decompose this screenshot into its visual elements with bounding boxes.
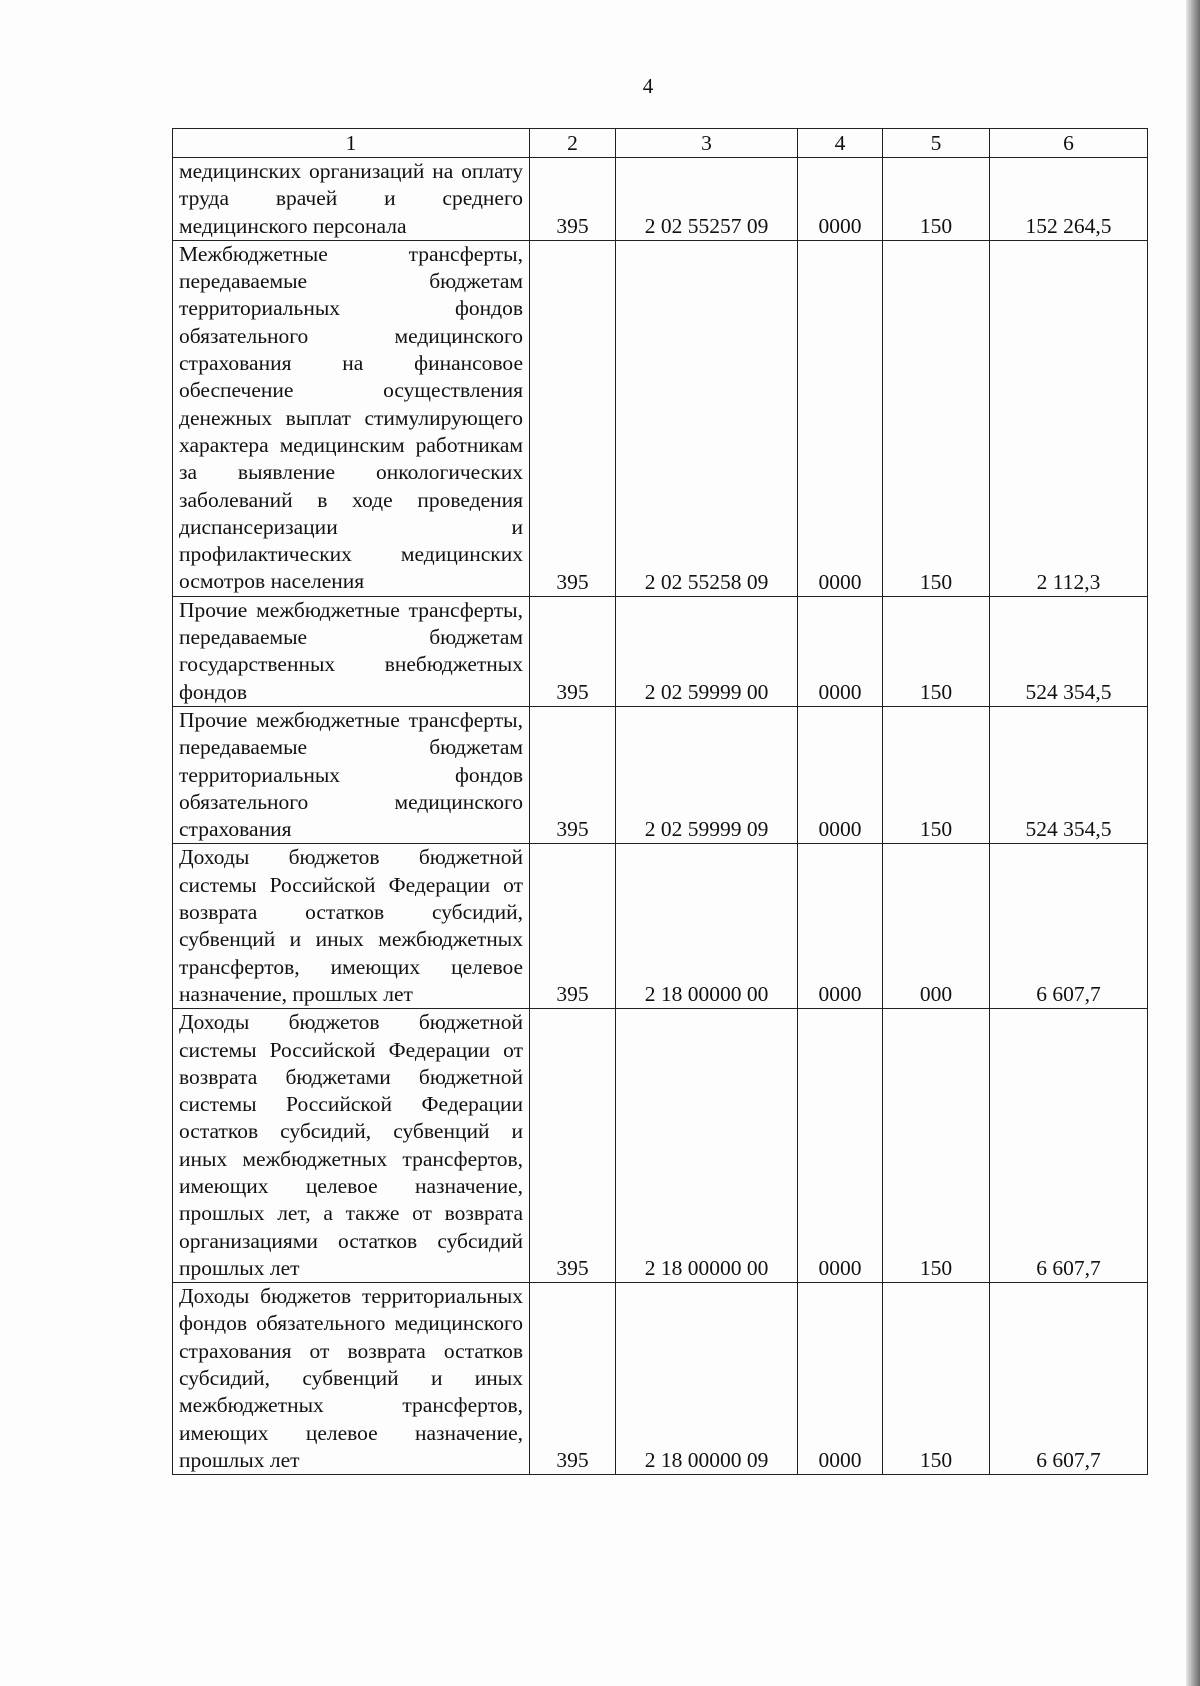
row-description: Доходы бюджетов бюджетной системы Российской Федерации от возврата остатков субсидий, субвенций и иных межбюджетных трансфертов, имеющих целевое назначение, прошлых лет [173, 844, 530, 1009]
row-subtype-code: 150 [883, 240, 990, 596]
row-subtype-code: 150 [883, 158, 990, 241]
table-row [173, 596, 1148, 706]
row-admin-code: 395 [530, 1283, 616, 1475]
row-amount: 524 354,5 [990, 596, 1148, 706]
row-program-code: 0000 [798, 240, 883, 596]
column-header-1: 1 [173, 129, 530, 158]
table-row [173, 1009, 1148, 1283]
row-program-code: 0000 [798, 596, 883, 706]
row-amount: 6 607,7 [990, 1283, 1148, 1475]
row-program-code: 0000 [798, 1283, 883, 1475]
column-header-6: 6 [990, 129, 1148, 158]
scan-edge-shadow [1186, 0, 1200, 1686]
column-header-3: 3 [616, 129, 798, 158]
row-amount: 2 112,3 [990, 240, 1148, 596]
table-row [173, 844, 1148, 1009]
page-number: 4 [642, 74, 654, 98]
row-amount: 524 354,5 [990, 706, 1148, 843]
row-subtype-code: 150 [883, 1009, 990, 1283]
table-row [173, 706, 1148, 843]
row-admin-code: 395 [530, 1009, 616, 1283]
row-admin-code: 395 [530, 596, 616, 706]
row-classification-code: 2 18 00000 00 [616, 1009, 798, 1283]
row-description: Доходы бюджетов территориальных фондов обязательного медицинского страхования от возврата остатков субсидий, субвенций и иных межбюджетных трансфертов, имеющих целевое назначение, прошлых лет [173, 1283, 530, 1475]
row-description: Межбюджетные трансферты, передаваемые бюджетам территориальных фондов обязательного медицинского страхования на финансовое обеспечение осуществления денежных выплат стимулирующего характера медицинским работникам за выявление онкологических заболеваний в ходе проведения диспансеризации и профилактических медицинских осмотров населения [173, 240, 530, 596]
row-description: Прочие межбюджетные трансферты, передаваемые бюджетам территориальных фондов обязательного медицинского страхования [173, 706, 530, 843]
column-header-5: 5 [883, 129, 990, 158]
column-header-2: 2 [530, 129, 616, 158]
row-description: Прочие межбюджетные трансферты, передаваемые бюджетам государственных внебюджетных фондов [173, 596, 530, 706]
row-subtype-code: 000 [883, 844, 990, 1009]
row-classification-code: 2 02 55257 09 [616, 158, 798, 241]
row-amount: 6 607,7 [990, 844, 1148, 1009]
row-subtype-code: 150 [883, 706, 990, 843]
table-row [173, 158, 1148, 241]
row-program-code: 0000 [798, 158, 883, 241]
row-subtype-code: 150 [883, 1283, 990, 1475]
row-admin-code: 395 [530, 706, 616, 843]
row-classification-code: 2 02 59999 00 [616, 596, 798, 706]
row-description: Доходы бюджетов бюджетной системы Российской Федерации от возврата бюджетами бюджетной системы Российской Федерации остатков субсидий, субвенций и иных межбюджетных трансфертов, имеющих целевое назначение, прошлых лет, а также от возврата организациями остатков субсидий прошлых лет [173, 1009, 530, 1283]
row-classification-code: 2 18 00000 00 [616, 844, 798, 1009]
row-classification-code: 2 02 55258 09 [616, 240, 798, 596]
column-header-4: 4 [798, 129, 883, 158]
row-classification-code: 2 18 00000 09 [616, 1283, 798, 1475]
row-amount: 6 607,7 [990, 1009, 1148, 1283]
row-admin-code: 395 [530, 158, 616, 241]
table-row [173, 1283, 1148, 1475]
row-amount: 152 264,5 [990, 158, 1148, 241]
row-admin-code: 395 [530, 240, 616, 596]
table-row [173, 240, 1148, 596]
row-classification-code: 2 02 59999 09 [616, 706, 798, 843]
table-header-row [173, 129, 1148, 158]
row-subtype-code: 150 [883, 596, 990, 706]
budget-revenue-table [172, 128, 1148, 1475]
row-program-code: 0000 [798, 706, 883, 843]
row-program-code: 0000 [798, 844, 883, 1009]
row-description: медицинских организаций на оплату труда врачей и среднего медицинского персонала [173, 158, 530, 241]
row-program-code: 0000 [798, 1009, 883, 1283]
row-admin-code: 395 [530, 844, 616, 1009]
